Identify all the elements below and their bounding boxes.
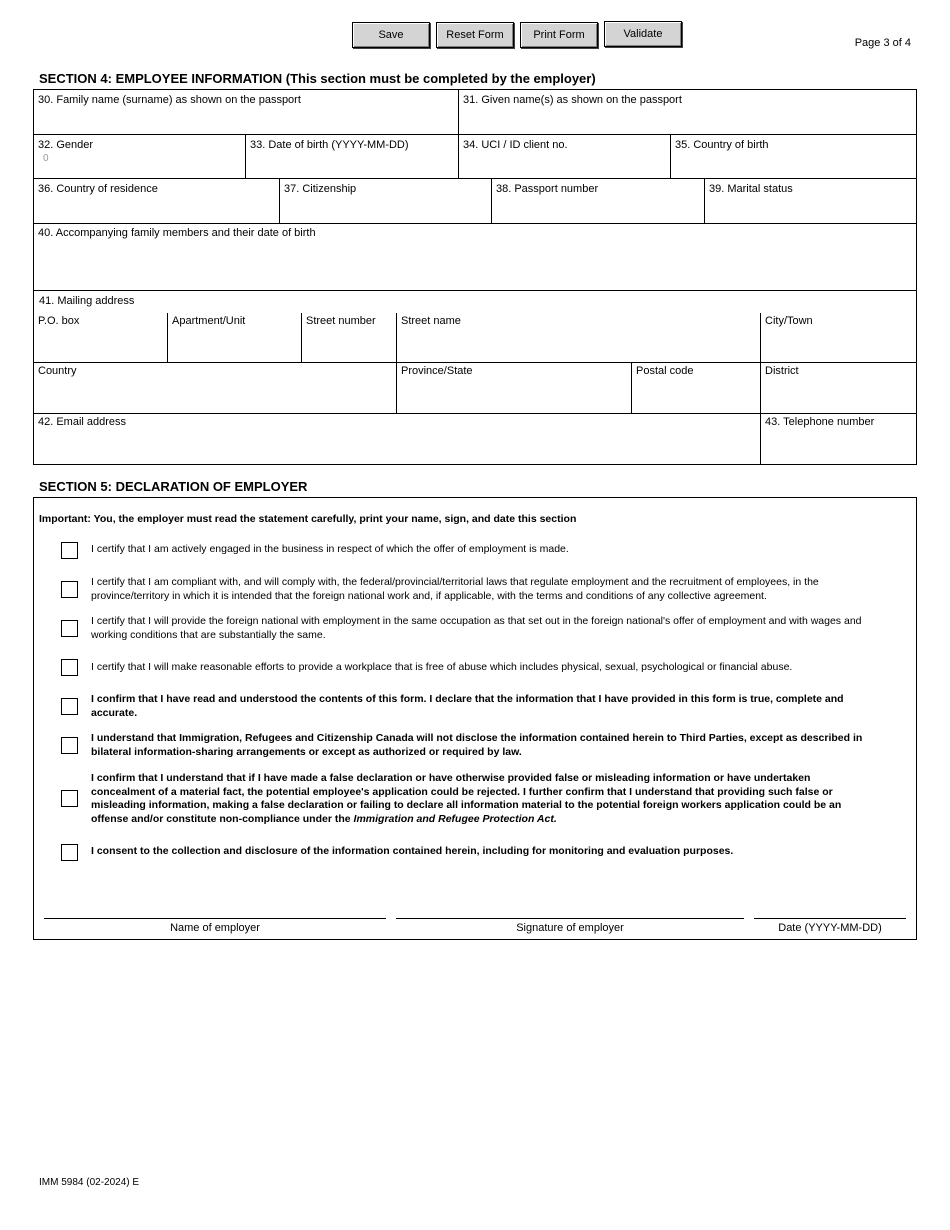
email-label: 42. Email address	[38, 416, 127, 428]
city-label: City/Town	[765, 315, 813, 327]
postal-code-label: Postal code	[636, 365, 694, 377]
signature-line[interactable]	[396, 918, 744, 919]
province-field[interactable]	[396, 362, 631, 413]
signature-label: Signature of employer	[516, 922, 624, 934]
country-residence-label: 36. Country of residence	[38, 183, 158, 195]
name-of-employer-line[interactable]	[44, 918, 386, 919]
important-note: Important: You, the employer must read the statement carefully, print your name, sign, and date this section	[39, 513, 577, 525]
statement-7-act: Immigration and Refugee Protection Act.	[353, 812, 557, 825]
street-name-field[interactable]	[396, 313, 760, 362]
mailing-address-label: 41. Mailing address	[39, 295, 135, 307]
dob-field[interactable]	[245, 134, 458, 178]
statement-2: I certify that I am compliant with, and will comply with, the federal/provincial/territorial laws that regulate employment and the recruitment of employees, in the province/territory in which it is intended that the foreign national work and, if applicable, with the terms and conditions of any collective agreement.	[91, 576, 819, 602]
statement-4: I certify that I will make reasonable efforts to provide a workplace that is free of abuse which includes physical, sexual, psychological or financial abuse.	[91, 661, 793, 673]
street-number-label: Street number	[306, 315, 376, 327]
date-line[interactable]	[754, 918, 906, 919]
certify-compliance-checkbox[interactable]	[61, 581, 78, 598]
uci-label: 34. UCI / ID client no.	[463, 139, 568, 151]
street-name-label: Street name	[401, 315, 461, 327]
telephone-field[interactable]	[760, 413, 917, 465]
given-names-label: 31. Given name(s) as shown on the passport	[463, 94, 682, 106]
citizenship-label: 37. Citizenship	[284, 183, 357, 195]
district-field[interactable]	[760, 362, 917, 413]
validate-button[interactable]: Validate	[604, 21, 682, 47]
statement-7	[91, 772, 871, 826]
certify-business-checkbox[interactable]	[61, 542, 78, 559]
po-box-field[interactable]	[33, 313, 167, 362]
family-members-label: 40. Accompanying family members and their date of birth	[38, 227, 316, 239]
gender-value: 0	[43, 153, 49, 164]
dob-label: 33. Date of birth (YYYY-MM-DD)	[250, 139, 409, 151]
section4-title: SECTION 4: EMPLOYEE INFORMATION (This section must be completed by the employer)	[39, 71, 596, 86]
family-name-label: 30. Family name (surname) as shown on the passport	[38, 94, 301, 106]
citizenship-field[interactable]	[279, 178, 491, 223]
email-field[interactable]	[33, 413, 760, 465]
marital-status-label: 39. Marital status	[709, 183, 793, 195]
postal-code-field[interactable]	[631, 362, 760, 413]
statement-8: I consent to the collection and disclosure of the information contained herein, including for monitoring and evaluation purposes.	[91, 845, 734, 857]
country-field[interactable]	[33, 362, 396, 413]
country-label: Country	[38, 365, 77, 377]
name-of-employer-label: Name of employer	[170, 922, 260, 934]
confirm-read-checkbox[interactable]	[61, 698, 78, 715]
form-code: IMM 5984 (02-2024) E	[39, 1177, 140, 1188]
country-residence-field[interactable]	[33, 178, 279, 223]
gender-field[interactable]	[33, 134, 245, 178]
print-form-button[interactable]: Print Form	[520, 22, 598, 48]
understand-disclosure-checkbox[interactable]	[61, 737, 78, 754]
reset-form-button[interactable]: Reset Form	[436, 22, 514, 48]
apartment-label: Apartment/Unit	[172, 315, 246, 327]
statement-7-main: I confirm that I understand that if I have made a false declaration or have otherwise provided false or misleading information or have undertaken concealment of a material fact, the potential employee's application could be rejected. I further confirm that I understand that providing such false or misleading information, making a false declaration or failing to declare all information material to the potential foreign workers application could be an offense and/or constitute non-compliance under the	[91, 772, 842, 825]
section5-title: SECTION 5: DECLARATION OF EMPLOYER	[39, 479, 308, 494]
province-label: Province/State	[401, 365, 473, 377]
statement-6: I understand that Immigration, Refugees and Citizenship Canada will not disclose the information contained herein to Third Parties, except as described in bilateral information-sharing arrangements or except as authorized or required by law.	[91, 732, 863, 758]
statement-3: I certify that I will provide the foreign national with employment in the same occupation as that set out in the foreign national's offer of employment and with wages and working conditions that are substantially the same.	[91, 615, 862, 641]
certify-workplace-checkbox[interactable]	[61, 659, 78, 676]
passport-field[interactable]	[491, 178, 704, 223]
certify-employment-checkbox[interactable]	[61, 620, 78, 637]
page-number: Page 3 of 4	[854, 37, 911, 49]
passport-label: 38. Passport number	[496, 183, 599, 195]
statement-1: I certify that I am actively engaged in the business in respect of which the offer of employment is made.	[91, 543, 569, 555]
confirm-false-declaration-checkbox[interactable]	[61, 790, 78, 807]
street-number-field[interactable]	[301, 313, 396, 362]
telephone-label: 43. Telephone number	[765, 416, 875, 428]
district-label: District	[765, 365, 799, 377]
country-birth-label: 35. Country of birth	[675, 139, 769, 151]
apartment-field[interactable]	[167, 313, 301, 362]
date-label: Date (YYYY-MM-DD)	[778, 922, 882, 934]
city-field[interactable]	[760, 313, 917, 362]
given-names-field[interactable]	[458, 89, 917, 134]
statement-5: I confirm that I have read and understood the contents of this form. I declare that the information that I have provided in this form is true, complete and accurate.	[91, 693, 844, 719]
uci-field[interactable]	[458, 134, 670, 178]
family-name-field[interactable]	[33, 89, 458, 134]
consent-checkbox[interactable]	[61, 844, 78, 861]
country-birth-field[interactable]	[670, 134, 917, 178]
save-button[interactable]: Save	[352, 22, 430, 48]
marital-status-field[interactable]	[704, 178, 917, 223]
gender-label: 32. Gender	[38, 139, 94, 151]
po-box-label: P.O. box	[38, 315, 80, 327]
family-members-field[interactable]	[33, 223, 917, 290]
